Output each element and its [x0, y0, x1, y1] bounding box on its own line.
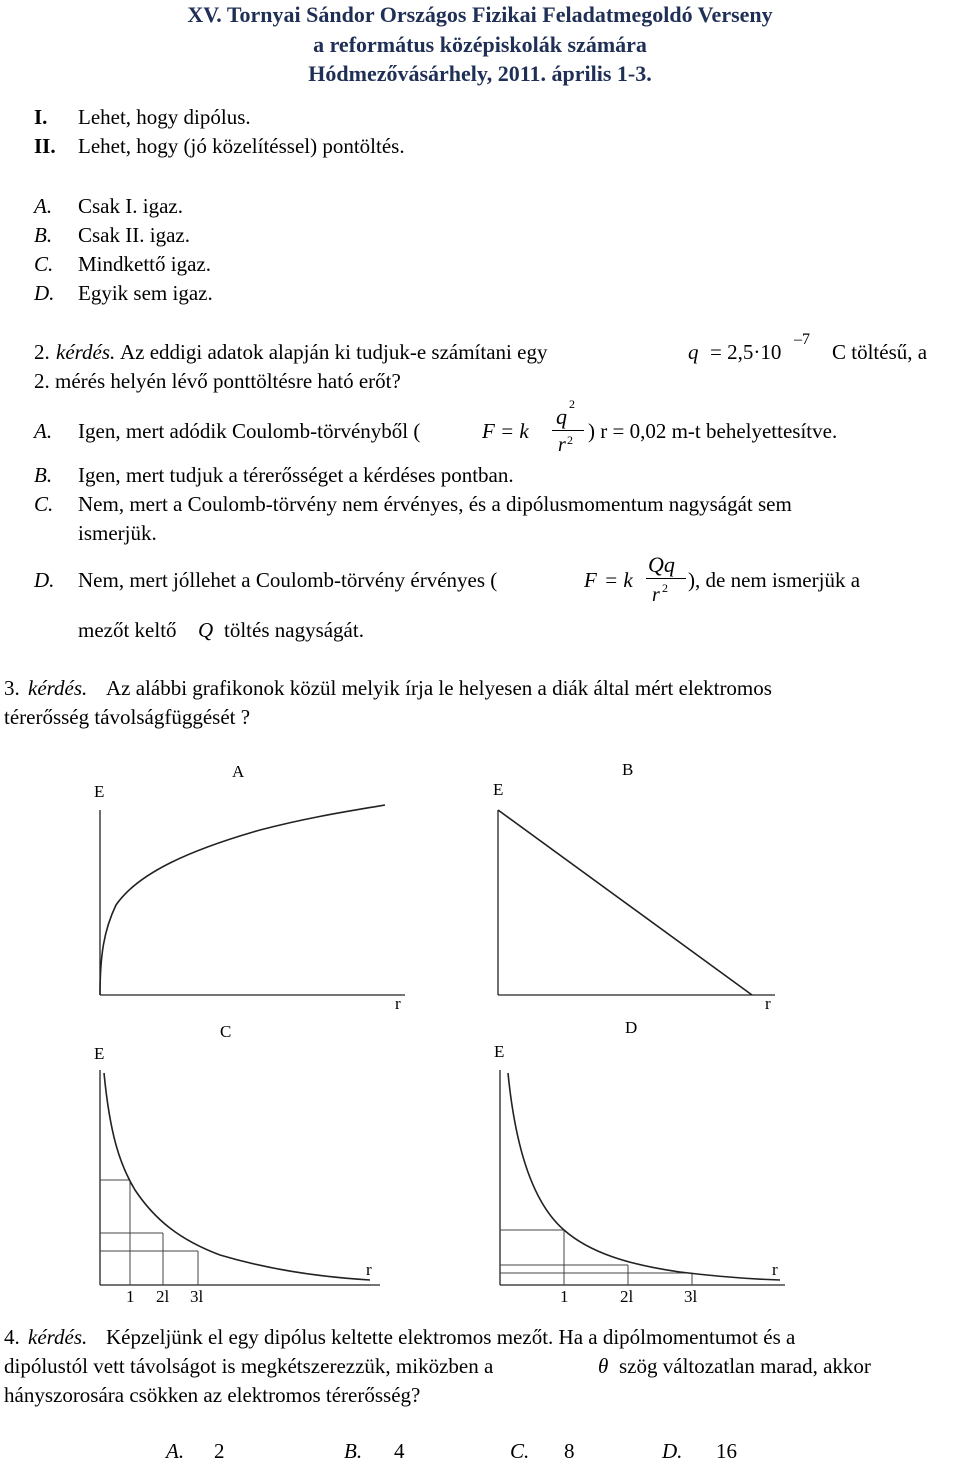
- fraction-bar: [552, 430, 584, 431]
- charge-variable: q: [688, 340, 699, 364]
- question-text: szög változatlan marad, akkor: [619, 1354, 871, 1378]
- graph-ylabel: E: [494, 1042, 505, 1061]
- graph-title: A: [232, 762, 245, 781]
- header-location: Hódmezővásárhely, 2011. április 1-3.: [308, 61, 652, 86]
- option-text: Csak I. igaz.: [78, 194, 183, 218]
- tick-label: 1: [126, 1287, 135, 1305]
- charge-value: = 2,5·10: [710, 340, 782, 364]
- question-text: Az eddigi adatok alapján ki tudjuk-e számítani egy: [120, 340, 548, 364]
- tick-label: 1: [560, 1287, 569, 1305]
- theta-symbol: θ: [598, 1354, 609, 1378]
- question-text: Az alábbi grafikonok közül melyik írja le helyesen a diák által mért elektromos: [106, 676, 772, 700]
- tick-label: 3l: [190, 1287, 204, 1305]
- option-text: ), de nem ismerjük a: [688, 568, 861, 592]
- option-text: töltés nagyságát.: [224, 618, 364, 642]
- graph-ylabel: E: [493, 780, 504, 799]
- question-text: hányszorosára csökken az elektromos térerősség?: [4, 1383, 421, 1407]
- header-subtitle: a református középiskolák számára: [313, 32, 647, 57]
- graph-ylabel: E: [94, 1044, 105, 1063]
- graph-title: B: [622, 760, 634, 779]
- option-label: D.: [34, 281, 55, 305]
- option-label: B.: [344, 1439, 363, 1463]
- question-number: 4.: [4, 1325, 20, 1349]
- graph-line: [498, 810, 752, 995]
- option-label: A.: [34, 419, 53, 443]
- statement-text: Lehet, hogy (jó közelítéssel) pontöltés.: [78, 134, 405, 158]
- option-label: B.: [34, 223, 53, 247]
- option-label: C.: [34, 492, 54, 516]
- charge-exponent: –7: [794, 331, 810, 348]
- fraction-exponent: 2: [567, 433, 573, 447]
- question-number: 2.: [34, 340, 50, 364]
- option-text: Csak II. igaz.: [78, 223, 190, 247]
- fraction-exponent: 2: [662, 581, 668, 595]
- graph-a: [80, 755, 420, 1015]
- option-label: C.: [34, 252, 54, 276]
- header-title: XV. Tornyai Sándor Országos Fizikai Feladatmegoldó Verseny: [187, 2, 773, 27]
- graph-curve: [100, 805, 385, 995]
- formula-equals-k: = k: [604, 568, 633, 592]
- question-text: dipólustól vett távolságot is megkétszerezzük, miközben a: [4, 1354, 494, 1378]
- option-label: B.: [34, 463, 53, 487]
- question-kerdes: kérdés.: [56, 340, 116, 364]
- graph-xlabel: r: [765, 994, 771, 1013]
- question-text: térerősség távolságfüggését ?: [4, 705, 251, 729]
- option-label: D.: [34, 568, 55, 592]
- graph-d: [480, 1015, 820, 1305]
- option-text: Nem, mert a Coulomb-törvény nem érvényes, és a dipólusmomentum nagyságát sem: [78, 492, 792, 516]
- option-text: ) r = 0,02 m-t behelyettesítve.: [588, 419, 838, 443]
- formula-F: F: [584, 568, 597, 592]
- graph-xlabel: r: [366, 1260, 372, 1279]
- graph-xlabel: r: [772, 1260, 778, 1279]
- question-number: 3.: [4, 676, 20, 700]
- fraction-denominator: r: [558, 434, 566, 456]
- option-value: 2: [214, 1439, 225, 1463]
- fraction-bar: [646, 578, 686, 579]
- option-label: C.: [510, 1439, 530, 1463]
- option-text: mezőt keltő: [78, 618, 177, 642]
- graph-b: [480, 755, 820, 1015]
- option-text: Egyik sem igaz.: [78, 281, 213, 305]
- option-value: 4: [394, 1439, 405, 1463]
- option-label: A.: [34, 194, 53, 218]
- graph-title: D: [625, 1018, 638, 1037]
- option-text: ismerjük.: [78, 521, 157, 545]
- charge-Q: Q: [198, 618, 214, 642]
- option-label: D.: [662, 1439, 683, 1463]
- graph-curve: [104, 1073, 370, 1280]
- tick-label: 2l: [620, 1287, 634, 1305]
- statement-label: II.: [34, 134, 56, 158]
- fraction-denominator: r: [652, 584, 660, 606]
- graph-xlabel: r: [395, 994, 401, 1013]
- question-kerdes: kérdés.: [28, 676, 88, 700]
- tick-label: 3l: [684, 1287, 698, 1305]
- option-text: Nem, mert jóllehet a Coulomb-törvény érvényes (: [78, 568, 498, 592]
- graph-curve: [508, 1073, 780, 1280]
- option-text: Mindkettő igaz.: [78, 252, 211, 276]
- graph-c: [80, 1015, 420, 1305]
- fraction-numerator: Qq: [648, 552, 675, 577]
- statement-text: Lehet, hogy dipólus.: [78, 105, 251, 129]
- question-text: Képzeljünk el egy dipólus keltette elektromos mezőt. Ha a dipólmomentumot és a: [106, 1325, 796, 1349]
- graph-title: C: [220, 1022, 232, 1041]
- option-text: Igen, mert tudjuk a térerősséget a kérdéses pontban.: [78, 463, 514, 487]
- tick-label: 2l: [156, 1287, 170, 1305]
- graph-ylabel: E: [94, 782, 105, 801]
- option-label: A.: [166, 1439, 185, 1463]
- option-text: Igen, mert adódik Coulomb-törvényből (: [78, 419, 421, 443]
- option-value: 8: [564, 1439, 575, 1463]
- fraction-exponent: 2: [569, 397, 575, 411]
- question-text: C töltésű, a: [832, 340, 928, 364]
- formula-equals-k: = k: [500, 419, 529, 443]
- question-kerdes: kérdés.: [28, 1325, 88, 1349]
- question-text: 2. mérés helyén lévő ponttöltésre ható erőt?: [34, 369, 401, 393]
- formula-F: F: [482, 419, 495, 443]
- option-value: 16: [716, 1439, 737, 1463]
- fraction-numerator: q: [556, 404, 567, 429]
- statement-label: I.: [34, 105, 48, 129]
